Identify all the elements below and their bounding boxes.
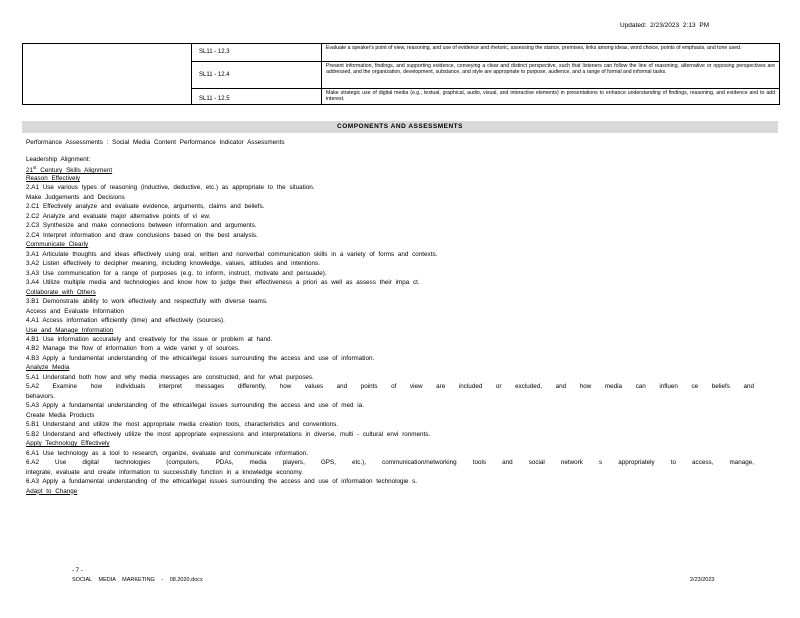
skill-line: 3.B1 Demonstrate ability to work effectively and respectfully with diverse teams. xyxy=(26,298,268,306)
footer-date: 2/23/2023 xyxy=(690,577,715,583)
standard-description: Evaluate a speaker's point of view, reasoning, and use of evidence and rhetoric, assessing the stance, premises, links among ideas, word choice, points of emphasis, and tone used. xyxy=(326,45,742,51)
century-skills-heading xyxy=(26,165,112,174)
skill-line: Make Judgements and Decisions xyxy=(26,193,125,201)
skill-line: 4.B3 Apply a fundamental understanding of the ethical/legal issues surrounding the access and use of information. xyxy=(26,354,375,362)
standard-code: SL11 - 12.4 xyxy=(199,72,230,78)
skill-category-heading: Communicate Clearly xyxy=(26,241,89,249)
skill-line: 2.C2 Analyze and evaluate major alternative points of vi ew. xyxy=(26,212,211,220)
skill-line: 4.B1 Use information accurately and creatively for the issue or problem at hand. xyxy=(26,335,273,343)
skill-line-text: 5.A2 Examine how individuals interpret messages differently, how values and points of view are included or excluded, and how media can influen ce beliefs and xyxy=(26,383,754,391)
skill-line: 2.C3 Synthesize and make connections between information and arguments. xyxy=(26,222,257,230)
skill-line: 4.A1 Access information efficiently (time) and effectively (sources). xyxy=(26,317,225,325)
standard-description: Make strategic use of digital media (e.g., textual, graphical, audio, visual, and interactive elements) in presentations to enhance understanding of findings, reasoning, and evidence and to add interest. xyxy=(326,90,775,102)
skill-line: 5.A1 Understand both how and why media messages are constructed, and for what purposes. xyxy=(26,373,314,381)
skill-line: 3.A2 Listen effectively to decipher meaning, including knowledge, values, attitudes and intentions. xyxy=(26,260,320,268)
page-number: - 7 - xyxy=(72,568,83,574)
components-header: COMPONENTS AND ASSESSMENTS xyxy=(22,121,778,133)
skill-line: Create Media Products xyxy=(26,411,95,419)
skill-category-heading: Collaborate with Others xyxy=(26,288,96,296)
skill-line: 3.A4 Utilize multiple media and technologies and know how to judge their effectiveness a priori as well as assess their impa ct. xyxy=(26,279,420,287)
skill-line: 2.C4 Interpret information and draw conclusions based on the best analysis. xyxy=(26,231,258,239)
skill-line: 3.A3 Use communication for a range of purposes (e.g. to inform, instruct, motivate and persuade). xyxy=(26,269,327,277)
skill-line xyxy=(26,383,754,390)
skill-line: 3.A1 Articulate thoughts and ideas effectively using oral, written and nonverbal communication skills in a variety of forms and contexts. xyxy=(26,250,438,258)
standard-code: SL11 - 12.3 xyxy=(199,49,230,55)
table-divider xyxy=(191,44,192,104)
standard-description: Present information, findings, and supporting evidence, conveying a clear and distinct perspective, such that listeners can follow the line of reasoning, alternative or opposing perspectives are addressed, and the organization, development, substance, and style are appropriate to purpose, audience, and a range of formal and informal tasks. xyxy=(326,63,775,75)
skill-line xyxy=(26,459,754,466)
skill-line: 5.B1 Understand and utilize the most appropriate media creation tools, characteristics and conventions. xyxy=(26,421,339,429)
skill-line: integrate, evaluate and create information to successfully function in a knowledge economy. xyxy=(26,468,304,476)
standard-code: SL11 - 12.5 xyxy=(199,96,230,102)
skill-line-text: 6.A2 Use digital technologies (computers, PDAs, media players, GPS, etc.), communication/networking tools and social network s appropriately to access, manage, xyxy=(26,459,754,467)
skill-line: behaviors. xyxy=(26,392,56,400)
century-suffix: st xyxy=(33,165,37,170)
table-row-divider xyxy=(191,61,779,62)
skill-line: 6.A1 Use technology as a tool to research, organize, evaluate and communicate information. xyxy=(26,449,308,457)
skill-category-heading: Adapt to Change xyxy=(26,487,78,495)
skill-line: 4.B2 Manage the flow of information from a wide variet y of sources. xyxy=(26,345,240,353)
table-row-divider xyxy=(191,88,779,89)
skill-line: 2.C1 Effectively analyze and evaluate evidence, arguments, claims and beliefs. xyxy=(26,203,265,211)
skill-line: 5.A3 Apply a fundamental understanding of the ethical/legal issues surrounding the access and use of med ia. xyxy=(26,402,364,410)
skill-line: 6.A3 Apply a fundamental understanding of the ethical/legal issues surrounding the access and use of information technologie s. xyxy=(26,478,418,486)
century-number: 21 xyxy=(26,167,34,175)
skill-category-heading: Analyze Media xyxy=(26,364,70,372)
updated-timestamp: Updated: 2/23/2023 2:13 PM xyxy=(620,22,710,29)
skill-category-heading: Use and Manage Information xyxy=(26,326,114,334)
skill-line: 2.A1 Use various types of reasoning (inductive, deductive, etc.) as appropriate to the situation. xyxy=(26,184,315,192)
footer-filename: SOCIAL MEDIA MARKETING - 08.2020.docx xyxy=(72,577,203,583)
skill-line: Access and Evaluate Information xyxy=(26,307,125,315)
skill-category-heading: Reason Effectively xyxy=(26,175,81,182)
standards-table xyxy=(22,43,780,105)
skill-line: 5.B2 Understand and effectively utilize the most appropriate expressions and interpretations in diverse, multi - cultural envi ronments. xyxy=(26,430,431,438)
century-title: Century Skills Alignment xyxy=(36,167,113,175)
leadership-alignment: Leadership Alignment: xyxy=(26,156,91,163)
skill-category-heading: Apply Technology Effectively xyxy=(26,440,110,448)
performance-assessments: Performance Assessments : Social Media Content Performance Indicator Assessments xyxy=(26,139,285,146)
table-divider xyxy=(321,44,322,104)
